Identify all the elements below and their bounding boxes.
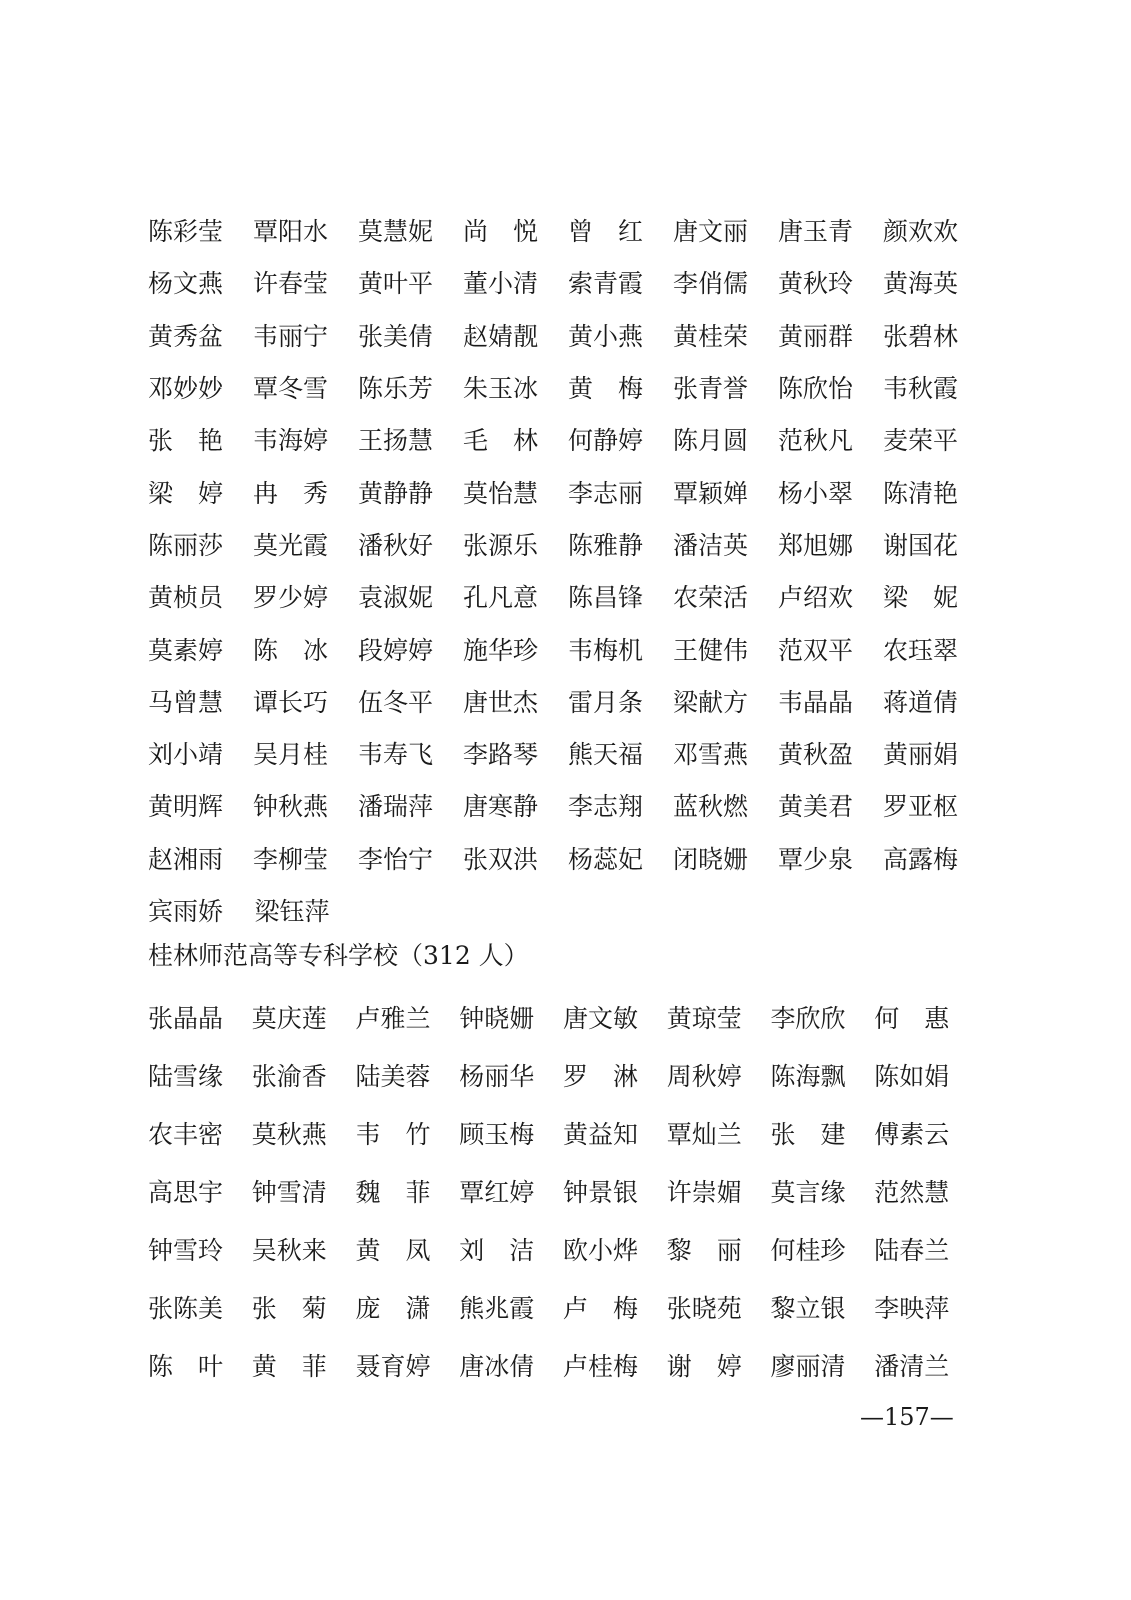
person-name: 许崇媚 [666, 1178, 742, 1207]
person-name: 陆雪缘 [148, 1062, 224, 1091]
person-name: 郑旭娜 [778, 530, 854, 560]
person-name: 李志翔 [568, 792, 644, 822]
person-name: 韦秋霞 [883, 374, 959, 404]
person-name: 索青霞 [568, 269, 644, 299]
name-row [148, 256, 988, 308]
person-name: 顾玉梅 [459, 1120, 535, 1149]
person-name: 黄叶平 [358, 269, 434, 299]
person-name: 李柳莹 [253, 844, 329, 874]
name-row [148, 570, 988, 622]
person-name: 伍冬平 [358, 687, 434, 717]
person-name: 覃灿兰 [666, 1120, 742, 1149]
person-name: 王扬慧 [358, 426, 434, 456]
person-name: 唐文敏 [563, 1004, 639, 1033]
person-name: 黄小燕 [568, 321, 644, 351]
person-name: 李怡宁 [358, 844, 434, 874]
person-name: 谢国花 [883, 530, 959, 560]
person-name: 张双洪 [463, 844, 539, 874]
person-name: 莫庆莲 [251, 1004, 327, 1033]
person-name: 蓝秋燃 [673, 792, 749, 822]
person-name: 陈如娟 [874, 1062, 950, 1091]
person-name: 庞 潇 [355, 1294, 431, 1323]
person-name: 黎立银 [770, 1294, 846, 1323]
person-name: 黄美君 [778, 792, 854, 822]
person-name: 傅素云 [874, 1120, 950, 1149]
person-name: 欧小烨 [563, 1236, 639, 1265]
person-name: 唐玉青 [778, 217, 854, 247]
person-name: 施华珍 [463, 635, 539, 665]
person-name: 邓雪燕 [673, 740, 749, 770]
person-name: 何 惠 [874, 1004, 950, 1033]
person-name: 梁献方 [673, 687, 749, 717]
person-name: 范然慧 [874, 1178, 950, 1207]
person-name: 覃颖婵 [673, 478, 749, 508]
person-name: 覃少泉 [778, 844, 854, 874]
person-name: 农珏翠 [883, 635, 959, 665]
person-name: 罗 淋 [563, 1062, 639, 1091]
person-name: 杨蕊妃 [568, 844, 644, 874]
person-name: 唐世杰 [463, 687, 539, 717]
person-name: 黄海英 [883, 269, 959, 299]
name-row [148, 727, 988, 779]
person-name: 段婷婷 [358, 635, 434, 665]
person-name: 高露梅 [883, 844, 959, 874]
person-name: 朱玉冰 [463, 374, 539, 404]
person-name: 卢桂梅 [563, 1352, 639, 1381]
person-name: 杨小翠 [778, 478, 854, 508]
name-row [148, 518, 988, 570]
person-name: 黄秋玲 [778, 269, 854, 299]
person-name: 卢绍欢 [778, 583, 854, 613]
person-name: 李欣欣 [770, 1004, 846, 1033]
person-name: 陆春兰 [874, 1236, 950, 1265]
person-name: 吴月桂 [253, 740, 329, 770]
person-name: 唐寒静 [463, 792, 539, 822]
person-name: 唐文丽 [673, 217, 749, 247]
person-name: 尚 悦 [463, 217, 539, 247]
person-name: 高思宇 [148, 1178, 224, 1207]
person-name: 潘洁英 [673, 530, 749, 560]
person-name: 赵湘雨 [148, 844, 224, 874]
person-name: 陈月圆 [673, 426, 749, 456]
person-name: 张晶晶 [148, 1004, 224, 1033]
person-name: 莫光霞 [253, 530, 329, 560]
person-name: 杨文燕 [148, 269, 224, 299]
person-name: 梁 妮 [883, 583, 959, 613]
person-name: 张渝香 [251, 1062, 327, 1091]
person-name: 卢雅兰 [355, 1004, 431, 1033]
name-row [148, 465, 988, 517]
page-number: —157— [860, 1403, 954, 1431]
name-row [148, 1220, 978, 1278]
person-name: 陈昌锋 [568, 583, 644, 613]
name-row [148, 361, 988, 413]
person-name: 谭长巧 [253, 687, 329, 717]
person-name: 蒋道倩 [883, 687, 959, 717]
person-name: 吴秋来 [251, 1236, 327, 1265]
person-name: 赵婧靓 [463, 321, 539, 351]
person-name: 罗少婷 [253, 583, 329, 613]
person-name: 刘 洁 [459, 1236, 535, 1265]
person-name: 范秋凡 [778, 426, 854, 456]
person-name: 张陈美 [148, 1294, 224, 1323]
person-name: 谢 婷 [666, 1352, 742, 1381]
person-name: 王健伟 [673, 635, 749, 665]
name-row [148, 988, 978, 1046]
person-name: 陈雅静 [568, 530, 644, 560]
person-name: 杨丽华 [459, 1062, 535, 1091]
person-name: 覃红婷 [459, 1178, 535, 1207]
person-name: 钟晓姗 [459, 1004, 535, 1033]
person-name: 唐冰倩 [459, 1352, 535, 1381]
person-name: 麦荣平 [883, 426, 959, 456]
name-row [148, 622, 988, 674]
person-name: 黄秀盆 [148, 321, 224, 351]
person-name: 黄丽群 [778, 321, 854, 351]
person-name: 黄丽娟 [883, 740, 959, 770]
name-row [148, 675, 988, 727]
person-name: 黄桢员 [148, 583, 224, 613]
person-name: 韦梅机 [568, 635, 644, 665]
person-name: 莫素婷 [148, 635, 224, 665]
person-name: 雷月条 [568, 687, 644, 717]
person-name: 邓妙妙 [148, 374, 224, 404]
person-name: 梁 婷 [148, 478, 224, 508]
person-name: 熊天福 [568, 740, 644, 770]
person-name: 钟秋燕 [253, 792, 329, 822]
person-name: 钟雪清 [251, 1178, 327, 1207]
person-name: 周秋婷 [666, 1062, 742, 1091]
person-name: 潘瑞萍 [358, 792, 434, 822]
person-name: 张晓苑 [666, 1294, 742, 1323]
person-name: 张源乐 [463, 530, 539, 560]
person-name: 张青誉 [673, 374, 749, 404]
person-name: 钟雪玲 [148, 1236, 224, 1265]
person-name: 韦海婷 [253, 426, 329, 456]
name-row [148, 1336, 978, 1394]
person-name: 黄明辉 [148, 792, 224, 822]
name-row [148, 832, 988, 884]
person-name: 农荣活 [673, 583, 749, 613]
person-name: 黄桂荣 [673, 321, 749, 351]
person-name: 张碧林 [883, 321, 959, 351]
person-name: 李俏儒 [673, 269, 749, 299]
person-name: 冉 秀 [253, 478, 329, 508]
person-name: 熊兆霞 [459, 1294, 535, 1323]
person-name: 农丰密 [148, 1120, 224, 1149]
person-name: 罗亚枢 [883, 792, 959, 822]
name-row [148, 1104, 978, 1162]
person-name: 张 建 [770, 1120, 846, 1149]
person-name: 莫秋燕 [251, 1120, 327, 1149]
person-name: 李路琴 [463, 740, 539, 770]
person-name: 黎 丽 [666, 1236, 742, 1265]
person-name: 闭晓姗 [673, 844, 749, 874]
person-name: 陈彩莹 [148, 217, 224, 247]
person-name: 钟景银 [563, 1178, 639, 1207]
person-name: 张 菊 [251, 1294, 327, 1323]
person-name: 毛 林 [463, 426, 539, 456]
person-name: 韦寿飞 [358, 740, 434, 770]
person-name: 刘小靖 [148, 740, 224, 770]
person-name: 黄琼莹 [666, 1004, 742, 1033]
person-name: 陈海飘 [770, 1062, 846, 1091]
person-name: 颜欢欢 [883, 217, 959, 247]
person-name: 许春莹 [253, 269, 329, 299]
person-name: 韦晶晶 [778, 687, 854, 717]
name-row [148, 309, 988, 361]
person-name: 卢 梅 [563, 1294, 639, 1323]
person-name: 莫言缘 [770, 1178, 846, 1207]
person-name: 韦 竹 [355, 1120, 431, 1149]
person-name: 廖丽清 [770, 1352, 846, 1381]
person-name: 覃冬雪 [253, 374, 329, 404]
person-name: 李志丽 [568, 478, 644, 508]
name-row [148, 1278, 978, 1336]
names-list-a [148, 204, 988, 936]
person-name: 黄 梅 [568, 374, 644, 404]
person-name: 潘秋好 [358, 530, 434, 560]
person-name: 陈 冰 [253, 635, 329, 665]
person-name: 黄静静 [358, 478, 434, 508]
person-name: 莫怡慧 [463, 478, 539, 508]
name-row [148, 1046, 978, 1104]
person-name: 陆美蓉 [355, 1062, 431, 1091]
name-row [148, 884, 988, 936]
person-name: 张美倩 [358, 321, 434, 351]
person-name: 魏 菲 [355, 1178, 431, 1207]
person-name: 莫慧妮 [358, 217, 434, 247]
person-name: 宾雨娇 [148, 897, 224, 926]
person-name: 曾 红 [568, 217, 644, 247]
person-name: 陈 叶 [148, 1352, 224, 1381]
name-row [148, 1162, 978, 1220]
person-name: 聂育婷 [355, 1352, 431, 1381]
name-row [148, 204, 988, 256]
person-name: 韦丽宁 [253, 321, 329, 351]
person-name: 陈乐芳 [358, 374, 434, 404]
person-name: 董小清 [463, 269, 539, 299]
person-name: 李映萍 [874, 1294, 950, 1323]
person-name: 黄秋盈 [778, 740, 854, 770]
person-name: 陈欣怡 [778, 374, 854, 404]
person-name: 潘清兰 [874, 1352, 950, 1381]
name-row [148, 779, 988, 831]
person-name: 袁淑妮 [358, 583, 434, 613]
person-name: 梁钰萍 [254, 897, 330, 926]
person-name: 黄 凤 [355, 1236, 431, 1265]
person-name: 黄益知 [563, 1120, 639, 1149]
name-row [148, 413, 988, 465]
person-name: 何静婷 [568, 426, 644, 456]
person-name: 张 艳 [148, 426, 224, 456]
person-name: 孔凡意 [463, 583, 539, 613]
school-heading: 桂林师范高等专科学校（312 人） [148, 941, 529, 970]
person-name: 覃阳水 [253, 217, 329, 247]
person-name: 范双平 [778, 635, 854, 665]
person-name: 马曾慧 [148, 687, 224, 717]
person-name: 何桂珍 [770, 1236, 846, 1265]
person-name: 陈丽莎 [148, 530, 224, 560]
person-name: 黄 菲 [251, 1352, 327, 1381]
person-name: 陈清艳 [883, 478, 959, 508]
names-list-b [148, 988, 978, 1394]
